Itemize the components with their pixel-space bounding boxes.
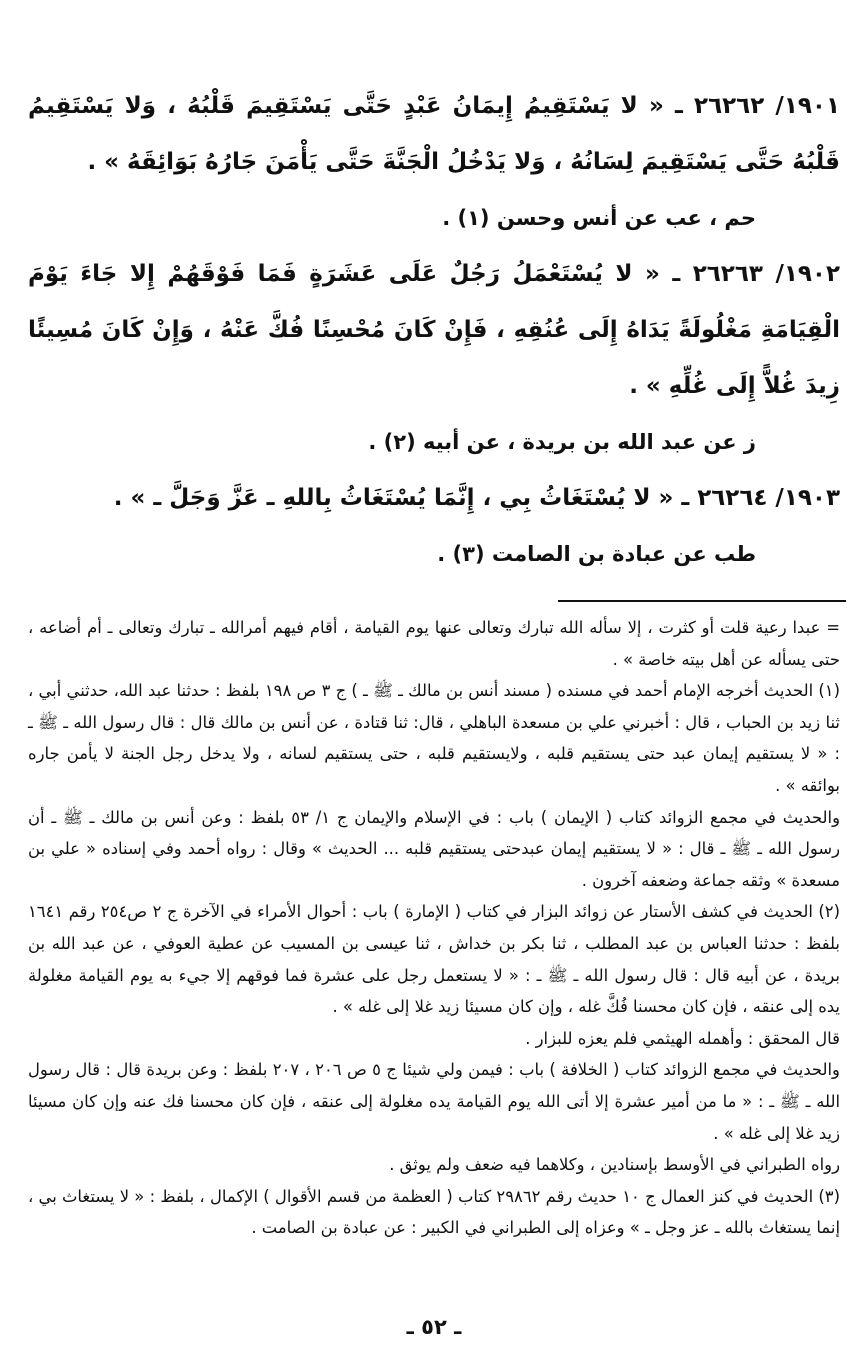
footnote-1: (١) الحديث أخرجه الإمام أحمد في مسنده ( مسند أنس بن مالك ـ ﷺ ـ ) ج ٣ ص ١٩٨ بلفظ : حدثنا عبد الله، حدثني أبي ، ثنا زيد بن الحباب ، قال : أخبرني علي بن مسعدة الباهلي ، قال: ثنا قتادة ، عن أنس بن مالك قال : قال رسول الله ـ ﷺ ـ : « لا يستقيم إيمان عبد حتى يستقيم قلبه ، ولايستقيم قلبه ، حتى يستقيم لسانه ، ولا يدخل رجل الجنة لا يأمن جاره بوائقه » . [28, 681, 841, 795]
footnote-1-majma: والحديث في مجمع الزوائد كتاب ( الإيمان ) باب : في الإسلام والإيمان ج ١/ ٥٣ بلفظ : وعن أنس بن مالك ـ ﷺ ـ أن رسول الله ـ ﷺ ـ قال : « لا يستقيم إيمان عبدحتى يستقيم قلبه ... الحديث » وقال : رواه أحمد وفي إسناده « علي بن مسعدة » وثقه جماعة وضعفه آخرون . [28, 807, 840, 890]
hadith-1902-text: ١٩٠٢/ ٢٦٢٦٣ ـ « لا يُسْتَعْمَلُ رَجُلٌ عَلَى عَشَرَةٍ فَمَا فَوْقَهُمْ إِلا جَاءَ يَوْمَ الْقِيَامَةِ مَغْلُولَةً يَدَاهُ إِلَى عُنُقِهِ ، فَإِنْ كَانَ مُحْسِنًا فُكَّ عَنْهُ ، وَإِنْ كَانَ مُسِيئًا زِيدَ غُلاًّ إِلَى غُلِّهِ » . [28, 261, 840, 399]
footnote-divider-wrap [28, 600, 840, 602]
footnote-2-majma: والحديث في مجمع الزوائد كتاب ( الخلافة ) باب : فيمن ولي شيئا ج ٥ ص ٢٠٦ ، ٢٠٧ بلفظ : وعن بريدة قال : قال رسول الله ـ ﷺ ـ : « ما من أمير عشرة إلا أتى الله يوم القيامة يده مغلولة إلى عنقه ، فإن كان محسنا فك عنه وإن كان مسيئا زيد غلا إلى غله » . [28, 1060, 840, 1143]
hadith-1901-source: حم ، عب عن أنس وحسن (١) . [442, 206, 756, 230]
footnote-continuation: = عبدا رعية قلت أو كثرت ، إلا سأله الله تبارك وتعالى عنها يوم القيامة ، أقام فيهم أمرالله ـ تبارك وتعالى ـ أم أضاعه ، حتى يسأله عن أهل بيته خاصة » . [28, 618, 840, 669]
page-number: ـ ٥٢ ـ [406, 1315, 462, 1339]
hadith-1903-source: طب عن عبادة بن الصامت (٣) . [437, 542, 756, 566]
footnotes [28, 612, 840, 1244]
footnote-2-tabarani: رواه الطبراني في الأوسط بإسنادين ، وكلاهما فيه ضعف ولم يوثق . [389, 1155, 840, 1175]
footnote-2: (٢) الحديث في كشف الأستار عن زوائد البزار في كتاب ( الإمارة ) باب : أحوال الأمراء في الآخرة ج ٢ ص٢٥٤ رقم ١٦٤١ بلفظ : حدثنا العباس بن عبد المطلب ، ثنا بكر بن خداش ، ثنا عيسى بن المسيب عن عطية العوفي ، عن عبد الله بن بريدة ، عن أبيه قال : قال رسول الله ـ ﷺ ـ : « لا يستعمل رجل على عشرة فما فوقهم إلا جيء به يوم القيامة مغلولة يده إلى عنقه ، فإن كان محسنا فُكَّ غله ، وإن كان مسيئا زيد غلا إلى غله » . [28, 902, 840, 1017]
footnote-3: (٣) الحديث في كنز العمال ج ١٠ حديث رقم ٢٩٨٦٢ كتاب ( العظمة من قسم الأقوال ) الإكمال ، بلفظ : « لا يستغاث بي ، إنما يستغاث بالله ـ عز وجل ـ » وعزاه إلى الطبراني في الكبير : عن عبادة بن الصامت . [28, 1186, 840, 1238]
hadith-1903-text: ١٩٠٣/ ٢٦٢٦٤ ـ « لا يُسْتَغَاثُ بِي ، إِنَّمَا يُسْتَغَاثُ بِاللهِ ـ عَزَّ وَجَلَّ ـ » . [113, 485, 840, 511]
footnote-divider [558, 600, 846, 602]
hadith-1902-source: ز عن عبد الله بن بريدة ، عن أبيه (٢) . [368, 430, 756, 454]
footnote-2-muhaqqiq: قال المحقق : وأهمله الهيثمي فلم يعزه للبزار . [525, 1028, 840, 1048]
page-body [28, 78, 840, 1244]
hadith-1901-text: ١٩٠١/ ٢٦٢٦٢ ـ « لا يَسْتَقِيمُ إِيمَانُ عَبْدٍ حَتَّى يَسْتَقِيمَ قَلْبُهُ ، وَلا يَسْتَقِيمُ قَلْبُهُ حَتَّى يَسْتَقِيمَ لِسَانُهُ ، وَلا يَدْخُلُ الْجَنَّةَ حَتَّى يَأْمَنَ جَارُهُ بَوَائِقَهُ » . [28, 93, 840, 175]
